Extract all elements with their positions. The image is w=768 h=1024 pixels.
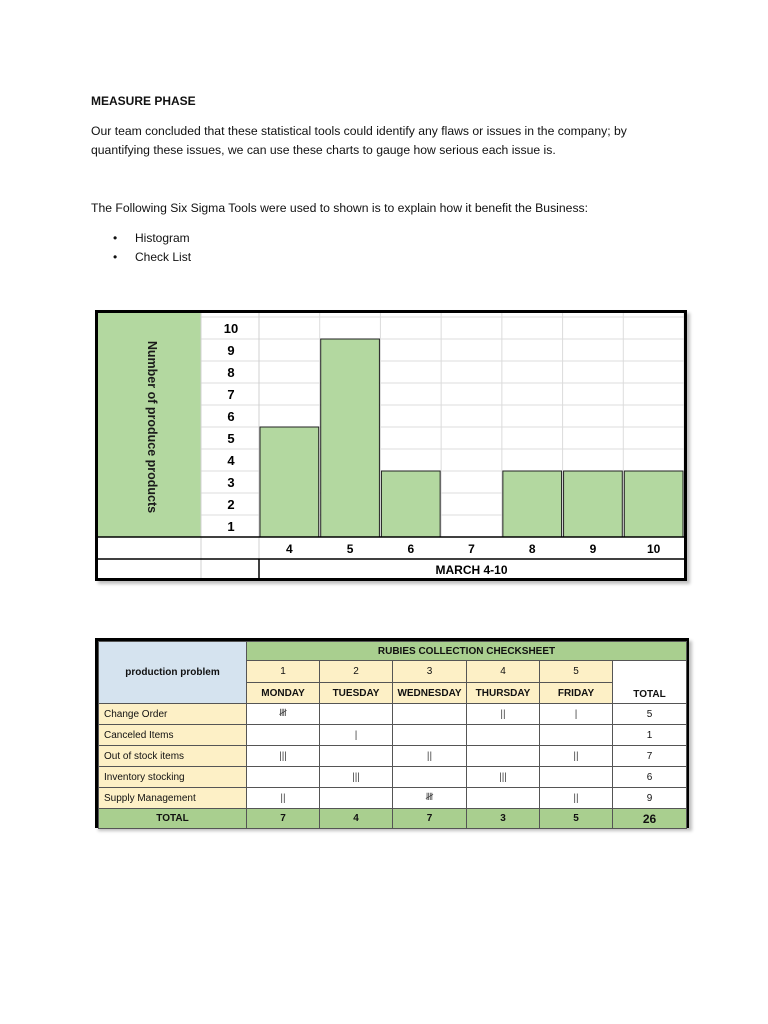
histogram-bar: [321, 339, 380, 537]
day-number: 2: [320, 661, 393, 683]
grand-total: 26: [613, 809, 687, 829]
histogram-bar: [564, 471, 623, 537]
footer-row: [99, 809, 687, 829]
histogram-bar: [503, 471, 562, 537]
row-label: Supply Management: [99, 788, 247, 809]
y-tick-label: 1: [227, 519, 235, 534]
tally-cell: ||: [393, 746, 467, 767]
tally-cell: |: [540, 704, 613, 725]
day-number: 5: [540, 661, 613, 683]
day-number: 3: [393, 661, 467, 683]
row-total: 5: [613, 704, 687, 725]
tally-cell: [540, 767, 613, 788]
tally-cell: 𝍸: [247, 704, 320, 725]
tally-cell: |||: [247, 746, 320, 767]
table-row: [99, 788, 687, 809]
list-item: [91, 229, 191, 248]
y-tick-label: 8: [227, 365, 235, 380]
x-tick-label: 6: [407, 542, 415, 556]
histogram-bar: [381, 471, 440, 537]
x-tick-label: 7: [468, 542, 475, 556]
tally-cell: [247, 767, 320, 788]
tally-cell: [320, 788, 393, 809]
corner-label: production problem: [99, 642, 247, 704]
row-label: Change Order: [99, 704, 247, 725]
tally-cell: ||: [540, 788, 613, 809]
tally-cell: [393, 767, 467, 788]
footer-value: 7: [393, 809, 467, 829]
row-total: 1: [613, 725, 687, 746]
day-header: WEDNESDAY: [393, 683, 467, 704]
tally-cell: ||: [467, 704, 540, 725]
heading: MEASURE PHASE: [91, 94, 196, 108]
tally-cell: |||: [467, 767, 540, 788]
tally-cell: ||: [540, 746, 613, 767]
tally-cell: [320, 704, 393, 725]
checksheet-title: RUBIES COLLECTION CHECKSHEET: [247, 642, 687, 661]
tally-cell: |: [320, 725, 393, 746]
y-tick-label: 4: [227, 453, 235, 468]
tally-cell: [540, 725, 613, 746]
day-header: THURSDAY: [467, 683, 540, 704]
x-axis-label: MARCH 4-10: [435, 563, 508, 577]
x-tick-label: 4: [286, 542, 293, 556]
tally-cell: [467, 725, 540, 746]
tools-list: [91, 229, 191, 267]
footer-value: 5: [540, 809, 613, 829]
table-row: [99, 746, 687, 767]
histogram-bar: [260, 427, 319, 537]
y-tick-label: 7: [227, 387, 235, 402]
histogram: [95, 310, 687, 581]
row-total: 7: [613, 746, 687, 767]
x-tick-label: 9: [589, 542, 597, 556]
bullet-icon: •: [113, 231, 118, 245]
tally-cell: [467, 746, 540, 767]
x-tick-label: 5: [346, 542, 354, 556]
checksheet-table: [98, 641, 687, 829]
y-tick-label: 6: [227, 409, 235, 424]
day-header: TUESDAY: [320, 683, 393, 704]
tools-paragraph: The Following Six Sigma Tools were used to shown is to explain how it benefit the Business:: [91, 201, 589, 215]
y-tick-label: 5: [227, 431, 235, 446]
table-row: [99, 725, 687, 746]
list-item-label: Check List: [135, 250, 192, 264]
list-item: [91, 248, 191, 267]
tally-cell: [467, 788, 540, 809]
table-row: [99, 704, 687, 725]
day-header: MONDAY: [247, 683, 320, 704]
tally-cell: |||: [320, 767, 393, 788]
footer-label: TOTAL: [99, 809, 247, 829]
checksheet: [95, 638, 689, 828]
x-tick-label: 8: [528, 542, 536, 556]
row-label: Inventory stocking: [99, 767, 247, 788]
table-row: [99, 767, 687, 788]
tally-cell: [320, 746, 393, 767]
day-number: 1: [247, 661, 320, 683]
x-tick-label: 10: [646, 542, 661, 556]
tally-cell: ||: [247, 788, 320, 809]
y-axis-label: Number of produce products: [145, 340, 160, 514]
histogram-svg: [98, 313, 684, 578]
row-total: 6: [613, 767, 687, 788]
tally-cell: [393, 725, 467, 746]
footer-value: 7: [247, 809, 320, 829]
histogram-bar: [624, 471, 683, 537]
tally-cell: [247, 725, 320, 746]
y-tick-label: 10: [223, 321, 239, 336]
intro-paragraph: Our team concluded that these statistical tools could identify any flaws or issues in the company; by quantifying these issues, we can use these charts to gauge how serious each issue is.: [91, 124, 627, 157]
day-number: 4: [467, 661, 540, 683]
total-header: TOTAL: [613, 661, 687, 704]
y-tick-label: 3: [227, 475, 235, 490]
footer-value: 4: [320, 809, 393, 829]
bullet-icon: •: [113, 250, 118, 264]
row-label: Out of stock items: [99, 746, 247, 767]
day-header: FRIDAY: [540, 683, 613, 704]
row-label: Canceled Items: [99, 725, 247, 746]
y-tick-label: 9: [227, 343, 235, 358]
row-total: 9: [613, 788, 687, 809]
footer-value: 3: [467, 809, 540, 829]
list-item-label: Histogram: [135, 231, 190, 245]
tally-cell: 𝍸: [393, 788, 467, 809]
tally-cell: [393, 704, 467, 725]
y-tick-label: 2: [227, 497, 235, 512]
